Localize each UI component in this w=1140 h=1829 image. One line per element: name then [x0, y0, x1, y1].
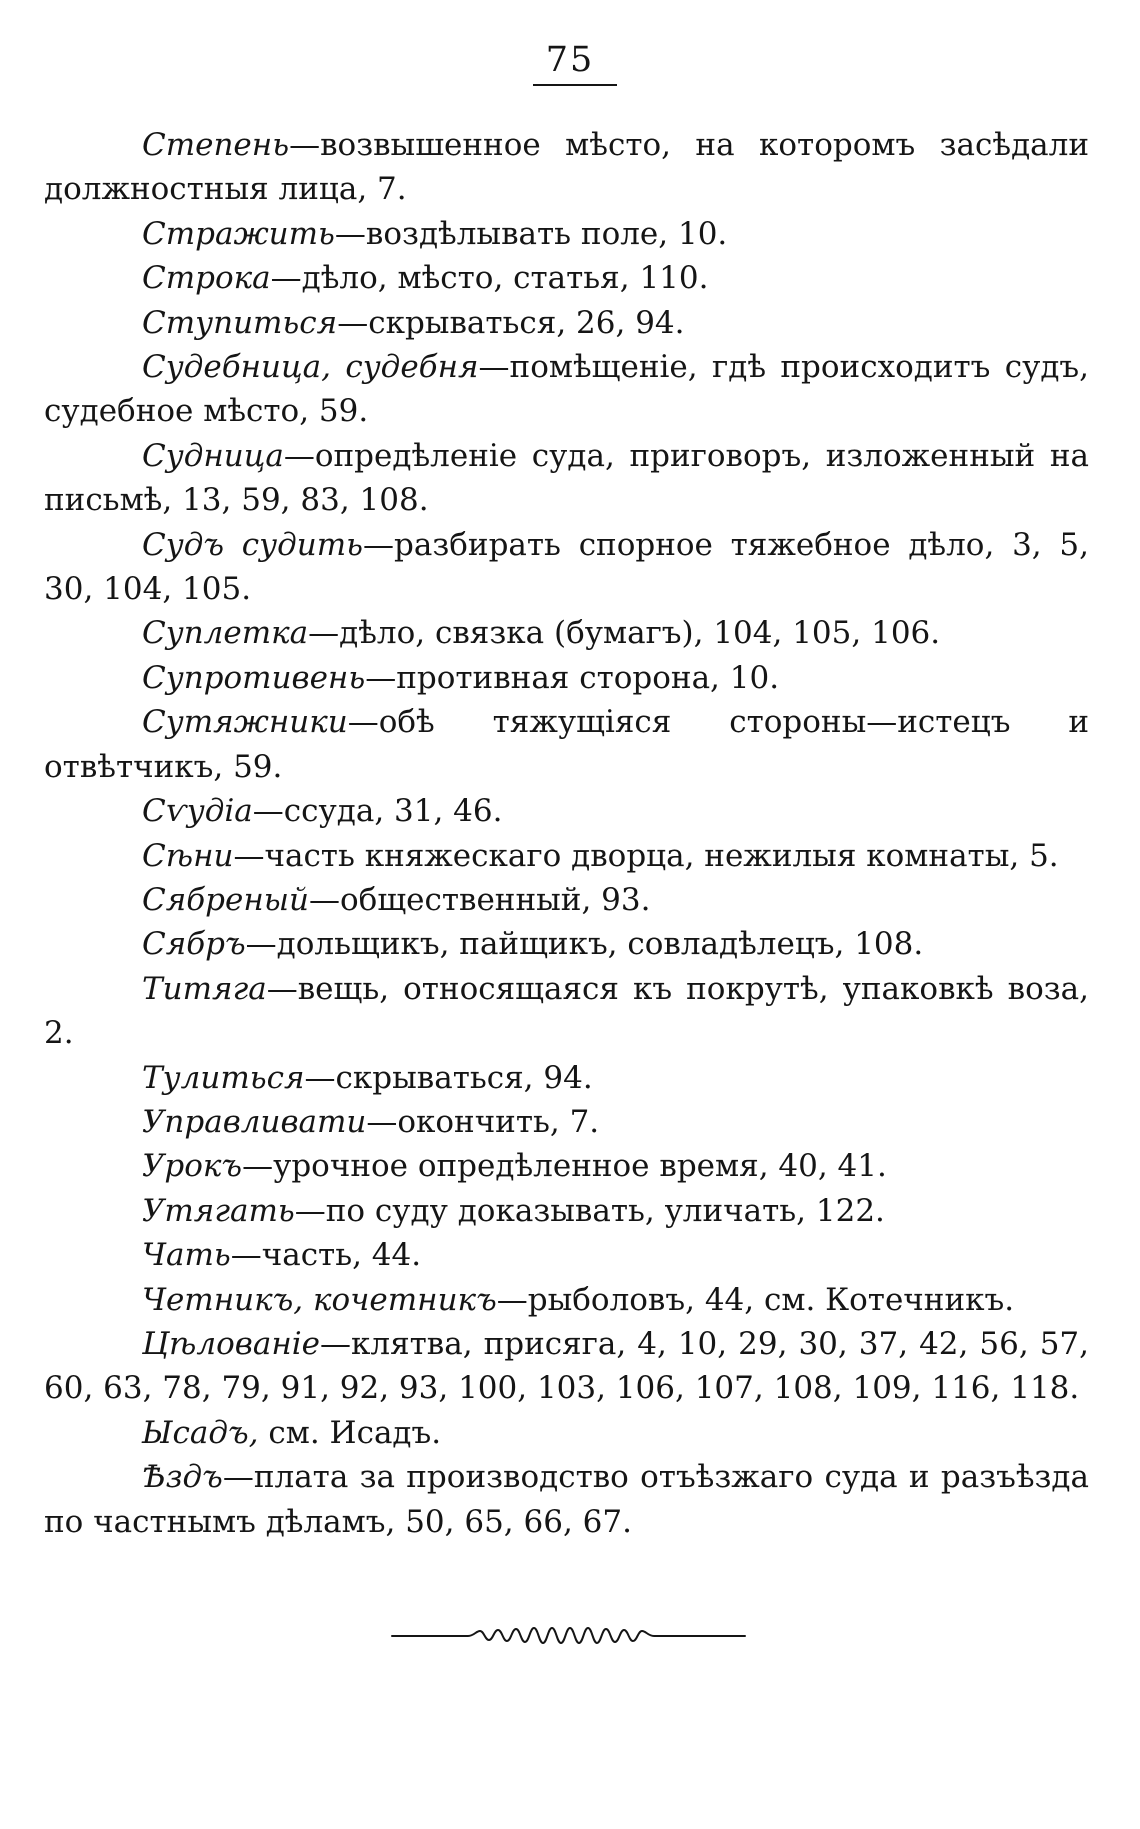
- glossary-definition: —дольщикъ, пайщикъ, совладѣлецъ, 108.: [245, 926, 924, 963]
- glossary-term: Четникъ, кочетникъ: [142, 1281, 497, 1318]
- glossary-term: Урокъ: [142, 1148, 243, 1185]
- glossary-term: Судница: [142, 437, 284, 474]
- glossary-term: Суплетка: [142, 615, 309, 652]
- glossary-term: Управливати: [142, 1103, 367, 1140]
- glossary-definition: —окончить, 7.: [366, 1103, 600, 1140]
- glossary-definition: —часть, 44.: [230, 1237, 422, 1274]
- glossary-definition: —скрываться, 26, 94.: [337, 304, 685, 341]
- glossary-term: Сутяжники: [142, 704, 348, 741]
- glossary-entry: [44, 1144, 1089, 1188]
- glossary-definition: —скрываться, 94.: [304, 1059, 593, 1096]
- glossary-definition: —опредѣленіе суда, приговоръ, изложенный на письмѣ, 13, 59, 83, 108.: [44, 437, 1089, 519]
- glossary-entry: [44, 967, 1089, 1056]
- glossary-term: Супротивень: [142, 659, 366, 696]
- glossary-entry: [44, 1411, 1089, 1455]
- glossary-term: Цѣлованіе: [142, 1325, 320, 1362]
- glossary-definition: —ссуда, 31, 46.: [252, 793, 503, 830]
- glossary-definition: см. Исадъ.: [258, 1414, 442, 1451]
- glossary-entry: [44, 611, 1089, 655]
- glossary-entry: [44, 789, 1089, 833]
- glossary-entry: [44, 1056, 1089, 1100]
- glossary-term: Ступиться: [142, 304, 338, 341]
- glossary-term: Ысадъ,: [142, 1414, 259, 1451]
- glossary-term: Судебница, судебня: [142, 349, 479, 386]
- glossary-definition: —по суду доказывать, уличать, 122.: [294, 1192, 885, 1229]
- glossary-definition: —клятва, присяга, 4, 10, 29, 30, 37, 42, 56, 57, 60, 63, 78, 79, 91, 92, 93, 100, 103, 106, 107, 108, 109, 116, 118.: [44, 1325, 1089, 1407]
- glossary-definition: —рыболовъ, 44, см. Котечникъ.: [496, 1281, 1015, 1318]
- glossary-term: Чать: [142, 1237, 231, 1274]
- glossary-definition: —общественный, 93.: [309, 881, 651, 918]
- glossary-entry: [44, 656, 1089, 700]
- glossary-entry: [44, 834, 1089, 878]
- glossary-entry: [44, 1455, 1089, 1544]
- glossary-entry: [44, 123, 1089, 212]
- end-ornament-divider: [390, 1625, 750, 1647]
- page-number-underline: [533, 84, 617, 86]
- glossary-entry: [44, 523, 1089, 612]
- glossary-definition: —воздѣлывать поле, 10.: [334, 215, 728, 252]
- glossary-term: Сѣни: [142, 837, 234, 874]
- glossary-term: Строка: [142, 260, 271, 297]
- glossary-definition: —дѣло, мѣсто, статья, 110.: [270, 260, 709, 297]
- glossary-definition: —противная сторона, 10.: [365, 659, 780, 696]
- glossary-entry: [44, 1189, 1089, 1233]
- glossary-definition: —разбирать спорное тяжебное дѣло, 3, 5, 30, 104, 105.: [44, 526, 1089, 608]
- glossary-entry: [44, 922, 1089, 966]
- glossary-term: Степень: [142, 127, 290, 163]
- glossary-definition: —урочное опредѣленное время, 40, 41.: [242, 1148, 887, 1185]
- page-number: 75: [545, 40, 595, 80]
- glossary-entry: [44, 301, 1089, 345]
- glossary-term: Сябреный: [142, 881, 309, 918]
- glossary-entry: [44, 878, 1089, 922]
- glossary-term: Сѵудіа: [142, 793, 253, 830]
- glossary-definition: —вещь, относящаяся къ покрутѣ, упаковкѣ воза, 2.: [44, 970, 1089, 1052]
- glossary-term: Утягать: [142, 1192, 295, 1229]
- glossary-term: Титяга: [142, 970, 267, 1007]
- glossary-entry: [44, 1100, 1089, 1144]
- glossary-definition: —обѣ тяжущіяся стороны—истецъ и отвѣтчикъ, 59.: [44, 704, 1089, 785]
- glossary-entries: [44, 123, 1089, 1544]
- glossary-definition: —возвышенное мѣсто, на которомъ засѣдали должностныя лица, 7.: [44, 127, 1089, 208]
- glossary-entry: [44, 1233, 1089, 1277]
- glossary-definition: —помѣщеніе, гдѣ происходитъ судъ, судебное мѣсто, 59.: [44, 349, 1089, 430]
- glossary-entry: [44, 700, 1089, 789]
- glossary-term: Судъ судить: [142, 526, 364, 563]
- glossary-term: Стражить: [142, 215, 335, 252]
- glossary-entry: [44, 345, 1089, 434]
- glossary-definition: —дѣло, связка (бумагъ), 104, 105, 106.: [308, 615, 941, 652]
- glossary-entry: [44, 434, 1089, 523]
- glossary-definition: —часть княжескаго дворца, нежилыя комнаты, 5.: [233, 837, 1059, 874]
- glossary-entry: [44, 212, 1089, 256]
- glossary-term: Ѣздъ: [142, 1459, 223, 1496]
- glossary-term: Тулиться: [142, 1059, 305, 1096]
- glossary-definition: —плата за производство отъѣзжаго суда и разъѣзда по частнымъ дѣламъ, 50, 65, 66, 67.: [44, 1459, 1089, 1540]
- glossary-entry: [44, 1322, 1089, 1411]
- glossary-entry: [44, 1278, 1089, 1322]
- glossary-entry: [44, 256, 1089, 300]
- glossary-term: Сябръ: [142, 926, 246, 963]
